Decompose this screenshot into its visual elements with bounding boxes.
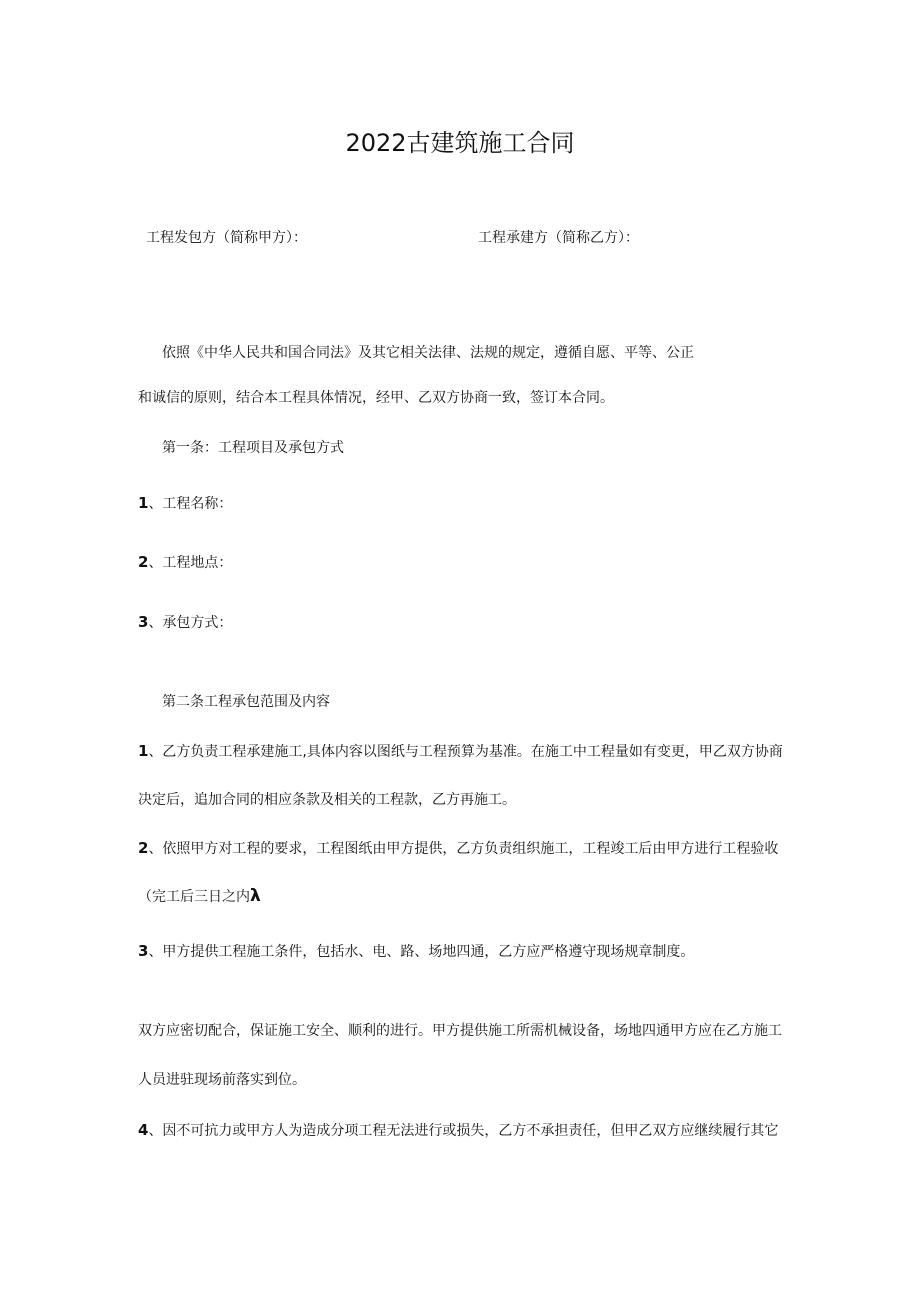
article-2-item-2-line-1 bbox=[138, 839, 778, 858]
item-number: 2 bbox=[138, 839, 149, 857]
preamble-line-2: 和诚信的原则，结合本工程具体情况，经甲、乙双方协商一致，签订本合同。 bbox=[138, 390, 614, 406]
item-text: 、工程地点： bbox=[148, 555, 233, 571]
item-text: 、甲方提供工程施工条件，包括水、电、路、场地四通，乙方应严格遵守现场规章制度。 bbox=[148, 944, 695, 960]
preamble-line-1: 依照《中华人民共和国合同法》及其它相关法律、法规的规定，遵循自愿、平等、公正 bbox=[162, 345, 694, 361]
item-number: 4 bbox=[138, 1121, 149, 1139]
article-2-item-3 bbox=[138, 942, 694, 961]
item-number: 1 bbox=[138, 742, 149, 760]
item-text: 、依照甲方对工程的要求，工程图纸由甲方提供，乙方负责组织施工，工程竣工后由甲方进行工程验收 bbox=[148, 841, 779, 857]
party-a-label: 工程发包方（简称甲方）： bbox=[146, 230, 307, 246]
item-text: （完工后三日之内 bbox=[138, 889, 250, 905]
article-2-item-1-line-1 bbox=[138, 742, 783, 761]
article-2-item-1-line-2: 决定后，追加合同的相应条款及相关的工程款，乙方再施工。 bbox=[138, 792, 516, 808]
item-number: 1 bbox=[138, 494, 149, 512]
article-2-paragraph-line-1: 双方应密切配合，保证施工安全、顺利的进行。甲方提供施工所需机械设备，场地四通甲方应在乙方施工 bbox=[138, 1023, 782, 1039]
item-text: 、工程名称： bbox=[148, 496, 233, 512]
item-text: 、承包方式： bbox=[148, 615, 233, 631]
article-2-paragraph-line-2: 人员进驻现场前落实到位。 bbox=[138, 1072, 306, 1088]
article-1-heading: 第一条：工程项目及承包方式 bbox=[162, 440, 344, 456]
document-title: 2022古建筑施工合同 bbox=[345, 129, 575, 157]
item-number: 3 bbox=[138, 942, 149, 960]
article-1-item-1 bbox=[138, 494, 232, 513]
item-text: 、乙方负责工程承建施工,具体内容以图纸与工程预算为基准。在施工中工程量如有变更，甲乙双方协商 bbox=[148, 744, 783, 760]
article-1-item-3 bbox=[138, 613, 232, 632]
item-text-glyph: λ bbox=[250, 886, 261, 906]
article-1-item-2 bbox=[138, 553, 232, 572]
article-2-item-2-line-2 bbox=[138, 887, 261, 906]
article-2-item-4 bbox=[138, 1121, 778, 1140]
party-b-label: 工程承建方（简称乙方）： bbox=[478, 230, 639, 246]
item-text: 、因不可抗力或甲方人为造成分项工程无法进行或损失，乙方不承担责任，但甲乙双方应继续履行其它 bbox=[148, 1123, 779, 1139]
item-number: 2 bbox=[138, 553, 149, 571]
article-2-heading: 第二条工程承包范围及内容 bbox=[162, 694, 330, 710]
item-number: 3 bbox=[138, 613, 149, 631]
